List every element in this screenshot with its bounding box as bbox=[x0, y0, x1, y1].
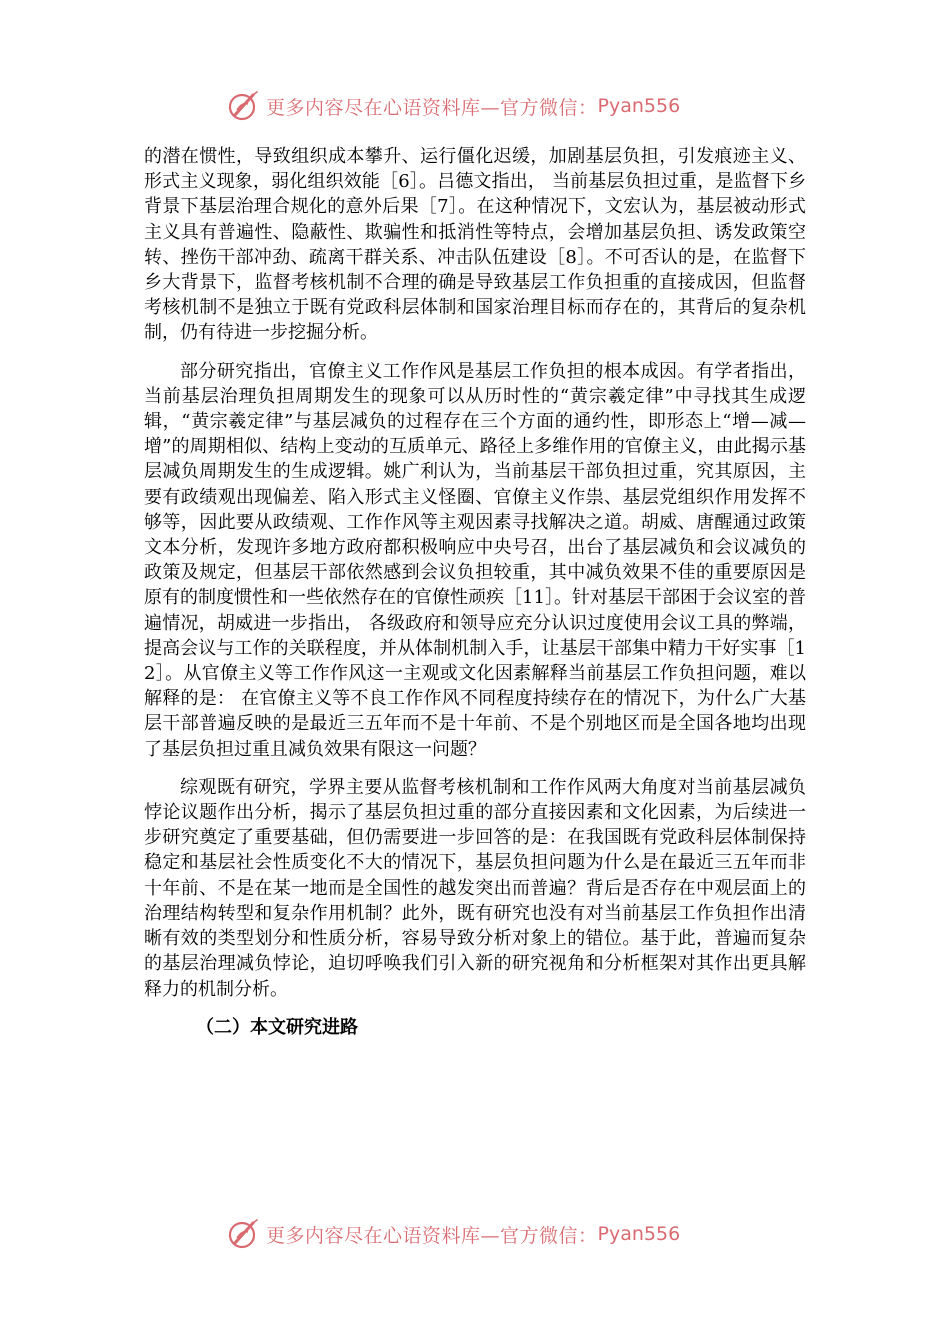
banner-wechat-id: Pyan556 bbox=[597, 1223, 681, 1245]
footer-watermark-banner bbox=[226, 1214, 680, 1254]
section-heading: （二）本文研究进路 bbox=[196, 1016, 358, 1038]
banner-text: 更多内容尽在心语资料库—官方微信： bbox=[266, 96, 598, 119]
paragraph-1: 的潜在惯性，导致组织成本攀升、运行僵化迟缓，加剧基层负担，引发痕迹主义、形式主义现象，弱化组织效能［6］。吕德文指出， 当前基层负担过重，是监督下乡背景下基层治理合规化的意外后果［7］。在这种情况下，文宏认为，基层被动形式主义具有普遍性、隐蔽性、欺骗性和抵消性等特点，会增加基层负担、诱发政策空转、挫伤干部冲劲、疏离干群关系、冲击队伍建设［8］。不可否认的是，在监督下乡大背景下，监督考核机制不合理的确是导致基层工作负担重的直接成因，但监督考核机制不是独立于既有党政科层体制和国家治理目标而存在的，其背后的复杂机制，仍有待进一步挖掘分析。 bbox=[144, 146, 806, 344]
document-body bbox=[144, 144, 806, 1041]
pen-logo-icon bbox=[226, 88, 262, 124]
banner-wechat-id: Pyan556 bbox=[597, 95, 681, 117]
banner-text: 更多内容尽在心语资料库—官方微信： bbox=[266, 1224, 598, 1247]
header-watermark-banner bbox=[226, 86, 680, 126]
paragraph-2: 部分研究指出，官僚主义工作作风是基层工作负担的根本成因。有学者指出，当前基层治理负担周期发生的现象可以从历时性的“黄宗羲定律”中寻找其生成逻辑，“黄宗羲定律”与基层减负的过程存在三个方面的通约性，即形态上“增—减—增”的周期相似、结构上变动的互质单元、路径上多维作用的官僚主义，由此揭示基层减负周期发生的生成逻辑。姚广利认为，当前基层干部负担过重，究其原因，主要有政绩观出现偏差、陷入形式主义怪圈、官僚主义作祟、基层党组织作用发挥不够等，因此要从政绩观、工作作风等主观因素寻找解决之道。胡威、唐醒通过政策文本分析，发现许多地方政府都积极响应中央号召，出台了基层减负和会议减负的政策及规定，但基层干部依然感到会议负担较重，其中减负效果不佳的重要原因是原有的制度惯性和一些依然存在的官僚性顽疾［11］。针对基层干部困于会议室的普遍情况，胡威进一步指出， 各级政府和领导应充分认识过度使用会议工具的弊端，提高会议与工作的关联程度，并从体制机制入手，让基层干部集中精力干好实事［12］。从官僚主义等工作作风这一主观或文化因素解释当前基层工作负担问题，难以解释的是： 在官僚主义等不良工作作风不同程度持续存在的情况下，为什么广大基层干部普遍反映的是最近三五年而不是十年前、不是个别地区而是全国各地均出现了基层负担过重且减负效果有限这一问题？ bbox=[144, 360, 806, 760]
pen-logo-icon bbox=[226, 1216, 262, 1252]
paragraph-3: 综观既有研究，学界主要从监督考核机制和工作作风两大角度对当前基层减负悖论议题作出分析，揭示了基层负担过重的部分直接因素和文化因素，为后续进一步研究奠定了重要基础，但仍需要进一步回答的是：在我国既有党政科层体制保持稳定和基层社会性质变化不大的情况下，基层负担问题为什么是在最近三五年而非十年前、不是在某一地而是全国性的越发突出而普遍？背后是否存在中观层面上的治理结构转型和复杂作用机制？此外，既有研究也没有对当前基层工作负担作出清晰有效的类型划分和性质分析，容易导致分析对象上的错位。基于此，普遍而复杂的基层治理减负悖论，迫切呼唤我们引入新的研究视角和分析框架对其作出更具解释力的机制分析。 bbox=[144, 776, 806, 1000]
